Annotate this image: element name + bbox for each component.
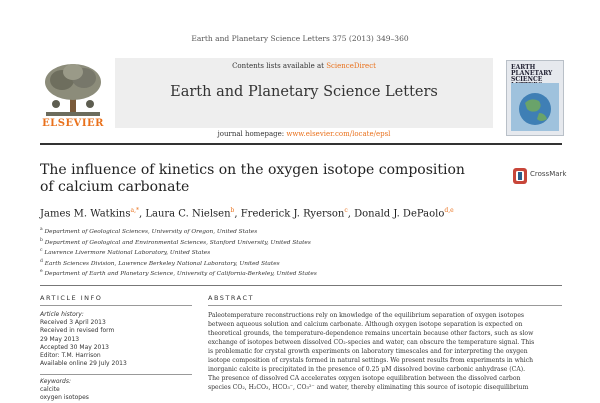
journal-citation: Earth and Planetary Science Letters 375 (2013) 349–360 <box>191 34 409 43</box>
author-affiliation-mark: b <box>230 207 235 214</box>
affiliation <box>40 268 560 279</box>
abstract-line: species CO₂, H₂CO₃, HCO₃⁻, CO₃²⁻ and water, thereby eliminating this source of isotopic disequilibrium <box>208 384 529 391</box>
publisher-name: ELSEVIER <box>42 118 104 129</box>
cover-title: EARTH PLANETARY SCIENCE <box>511 64 553 83</box>
keywords-label: Keywords: <box>40 378 71 385</box>
keywords <box>40 378 192 403</box>
affiliation <box>40 226 560 237</box>
author-name[interactable]: Frederick J. Ryerson <box>240 208 345 220</box>
header-divider <box>40 143 562 145</box>
paper-title-line-2: of calcium carbonate <box>40 179 190 195</box>
paper-title <box>40 162 490 196</box>
author-list: James M. Watkins$^{a,*}$, Laura C. Nielsen$^b$, Frederick J. Ryerson$^c$, Donald J. DePaolo$^{d,e}$ <box>40 207 454 220</box>
paper-title-line-1: The influence of kinetics on the oxygen isotope composition <box>40 162 465 178</box>
history-item: Available online 29 July 2013 <box>40 360 127 368</box>
journal-header <box>115 58 493 128</box>
abstract-text <box>208 311 562 392</box>
history-item: 29 May 2013 <box>40 335 80 343</box>
abstract-line: theoretical grounds, the temperature-dependence remains uncertain because other factors, such as slow <box>208 330 534 337</box>
author-affiliation-mark: d,e <box>444 207 454 214</box>
affiliation-mark: b <box>40 237 43 243</box>
affiliation-mark: d <box>40 258 43 264</box>
abstract-line: between aqueous solution and calcium carbonate. Although oxygen isotope separation is expected on <box>208 321 523 328</box>
contents-line <box>115 62 493 70</box>
keyword-item: calcite <box>40 386 60 394</box>
author-affiliation-mark: a,* <box>130 207 139 214</box>
homepage-prefix: journal homepage: <box>217 130 287 138</box>
affiliation <box>40 237 560 248</box>
affiliation <box>40 258 560 269</box>
tree-icon <box>40 60 106 118</box>
abstract-divider <box>208 305 562 306</box>
article-history <box>40 311 192 368</box>
elsevier-logo <box>40 60 106 136</box>
history-item: Editor: T.M. Harrison <box>40 352 101 360</box>
affiliation <box>40 247 560 258</box>
crossmark-label: CrossMark <box>530 170 567 178</box>
abstract-line: isotope composition of crystals formed in natural settings. We present results from experiments in which <box>208 357 534 364</box>
author-name[interactable]: James M. Watkins <box>40 208 131 220</box>
author-affiliation-mark: c <box>344 207 348 214</box>
sciencedirect-link[interactable]: ScienceDirect <box>326 62 376 70</box>
crossmark-button[interactable] <box>512 167 572 185</box>
history-item: Received in revised form <box>40 327 115 335</box>
contents-prefix: Contents lists available at <box>232 62 327 70</box>
abstract-heading: ABSTRACT <box>208 294 254 302</box>
abstract-line: The presence of dissolved CA accelerates oxygen isotope equilibration between the dissolved carbon <box>208 375 521 382</box>
author-name[interactable]: Laura C. Nielsen <box>145 208 231 220</box>
history-item: Accepted 30 May 2013 <box>40 343 109 351</box>
author-name[interactable]: Donald J. DePaolo <box>354 208 445 220</box>
history-item: Received 3 April 2013 <box>40 319 106 327</box>
abstract-line: exchange of isotopes between dissolved CO₂-species and water, can obscure the temperature signal. This <box>208 339 535 346</box>
keywords-divider <box>40 374 192 375</box>
globe-icon <box>511 83 559 131</box>
affiliation-list <box>40 226 560 279</box>
crossmark-icon <box>512 167 528 185</box>
affiliation-mark: a <box>40 227 43 232</box>
history-label: Article history: <box>40 311 84 318</box>
abstract-line: Paleotemperature reconstructions rely on knowledge of the equilibrium separation of oxygen isotopes <box>208 312 525 319</box>
affiliation-text: Department of Earth and Planetary Science, University of California-Berkeley, United States <box>44 270 317 277</box>
article-info-divider <box>40 305 192 306</box>
affiliation-text: Earth Sciences Division, Lawrence Berkeley National Laboratory, United States <box>44 260 280 267</box>
homepage-link[interactable]: www.elsevier.com/locate/epsl <box>286 130 391 138</box>
abstract-line: is problematic for crystal growth experiments on laboratory timescales and for interpreting the oxygen <box>208 348 528 355</box>
journal-homepage <box>115 130 493 138</box>
affiliation-text: Department of Geological Sciences, University of Oregon, United States <box>44 228 258 235</box>
keyword-item: oxygen isotopes <box>40 394 89 402</box>
journal-title: Earth and Planetary Science Letters <box>170 84 438 100</box>
journal-cover <box>506 60 564 136</box>
affiliation-mark: c <box>40 248 43 254</box>
affiliation-text: Lawrence Livermore National Laboratory, United States <box>44 249 211 256</box>
abstract-line: inorganic calcite is precipitated in the presence of 0.25 μM dissolved bovine carbonic anhydrase (CA). <box>208 366 526 373</box>
affiliation-mark: e <box>40 269 43 275</box>
article-info-heading: ARTICLE INFO <box>40 294 103 302</box>
affiliation-text: Department of Geological and Environmental Sciences, Stanford University, United States <box>44 239 311 246</box>
section-divider <box>40 285 562 286</box>
